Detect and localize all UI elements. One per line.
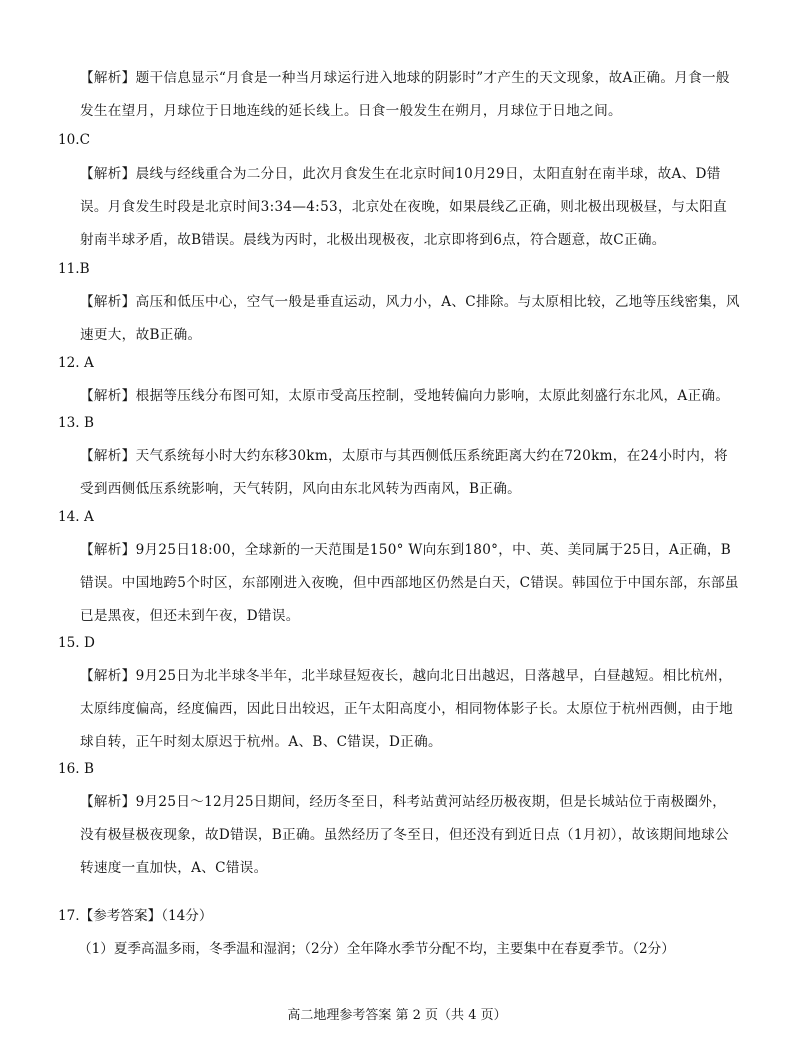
question-number-11: 11.B (58, 261, 90, 277)
analysis-12: 【解析】根据等压线分布图可知，太原市受高压控制，受地转偏向力影响，太原此刻盛行东北风，A正确。 (80, 388, 730, 404)
q17-answer-line-1: （1）夏季高温多雨，冬季温和湿润；（2分）全年降水季节分配不均，主要集中在春夏季节。（2分） (78, 941, 675, 957)
question-number-15: 15. D (58, 635, 95, 651)
question-number-10: 10.C (58, 132, 91, 148)
analysis-14: 【解析】9月25日18:00，全球新的一天范围是150° W向东到180°，中、英、美同属于25日，A正确，B错误。中国地跨5个时区，东部刚进入夜晚，但中西部地区仍然是白天，C错误。韩国位于中国东部，东部虽已是黑夜，但还未到午夜，D错误。 (80, 542, 739, 624)
analysis-10: 【解析】晨线与经线重合为二分日，此次月食发生在北京时间10月29日，太阳直射在南半球，故A、D错误。月食发生时段是北京时间3:34—4:53，北京处在夜晚，如果晨线乙正确，则北极出现极昼，与太阳直射南半球矛盾，故B错误。晨线为丙时，北极出现极夜，北京即将到6点，符合题意，故C正确。 (80, 166, 727, 248)
question-number-16: 16. B (58, 761, 94, 777)
analysis-16: 【解析】9月25日～12月25日期间，经历冬至日，科考站黄河站经历极夜期，但是长城站位于南极圈外，没有极昼极夜现象，故D错误，B正确。虽然经历了冬至日，但还没有到近日点（1月初），故该期间地球公转速度一直加快，A、C错误。 (80, 794, 729, 876)
analysis-9: 【解析】题干信息显示“月食是一种当月球运行进入地球的阴影时”才产生的天文现象，故A正确。月食一般发生在望月，月球位于日地连线的延长线上。日食一般发生在朔月，月球位于日地之间。 (80, 70, 730, 119)
question-number-12: 12. A (58, 355, 94, 371)
question-number-14: 14. A (58, 509, 94, 525)
page-footer: 高二地理参考答案 第 2 页（共 4 页） (287, 1008, 507, 1023)
analysis-15: 【解析】9月25日为北半球冬半年，北半球昼短夜长，越向北日出越迟，日落越早，白昼越短。相比杭州，太原纬度偏高，经度偏西，因此日出较迟，正午太阳高度小，相同物体影子长。太原位于杭州西侧，由于地球自转，正午时刻太原迟于杭州。A、B、C错误，D正确。 (80, 668, 734, 750)
analysis-11: 【解析】高压和低压中心，空气一般是垂直运动，风力小，A、C排除。与太原相比较，乙地等压线密集，风速更大，故B正确。 (80, 294, 740, 343)
analysis-13: 【解析】天气系统每小时大约东移30km，太原市与其西侧低压系统距离大约在720km，在24小时内，将受到西侧低压系统影响，天气转阴，风向由东北风转为西南风，B正确。 (80, 448, 728, 497)
question-number-13: 13. B (58, 415, 94, 431)
q17-heading: 17.【参考答案】（14分） (58, 908, 213, 924)
